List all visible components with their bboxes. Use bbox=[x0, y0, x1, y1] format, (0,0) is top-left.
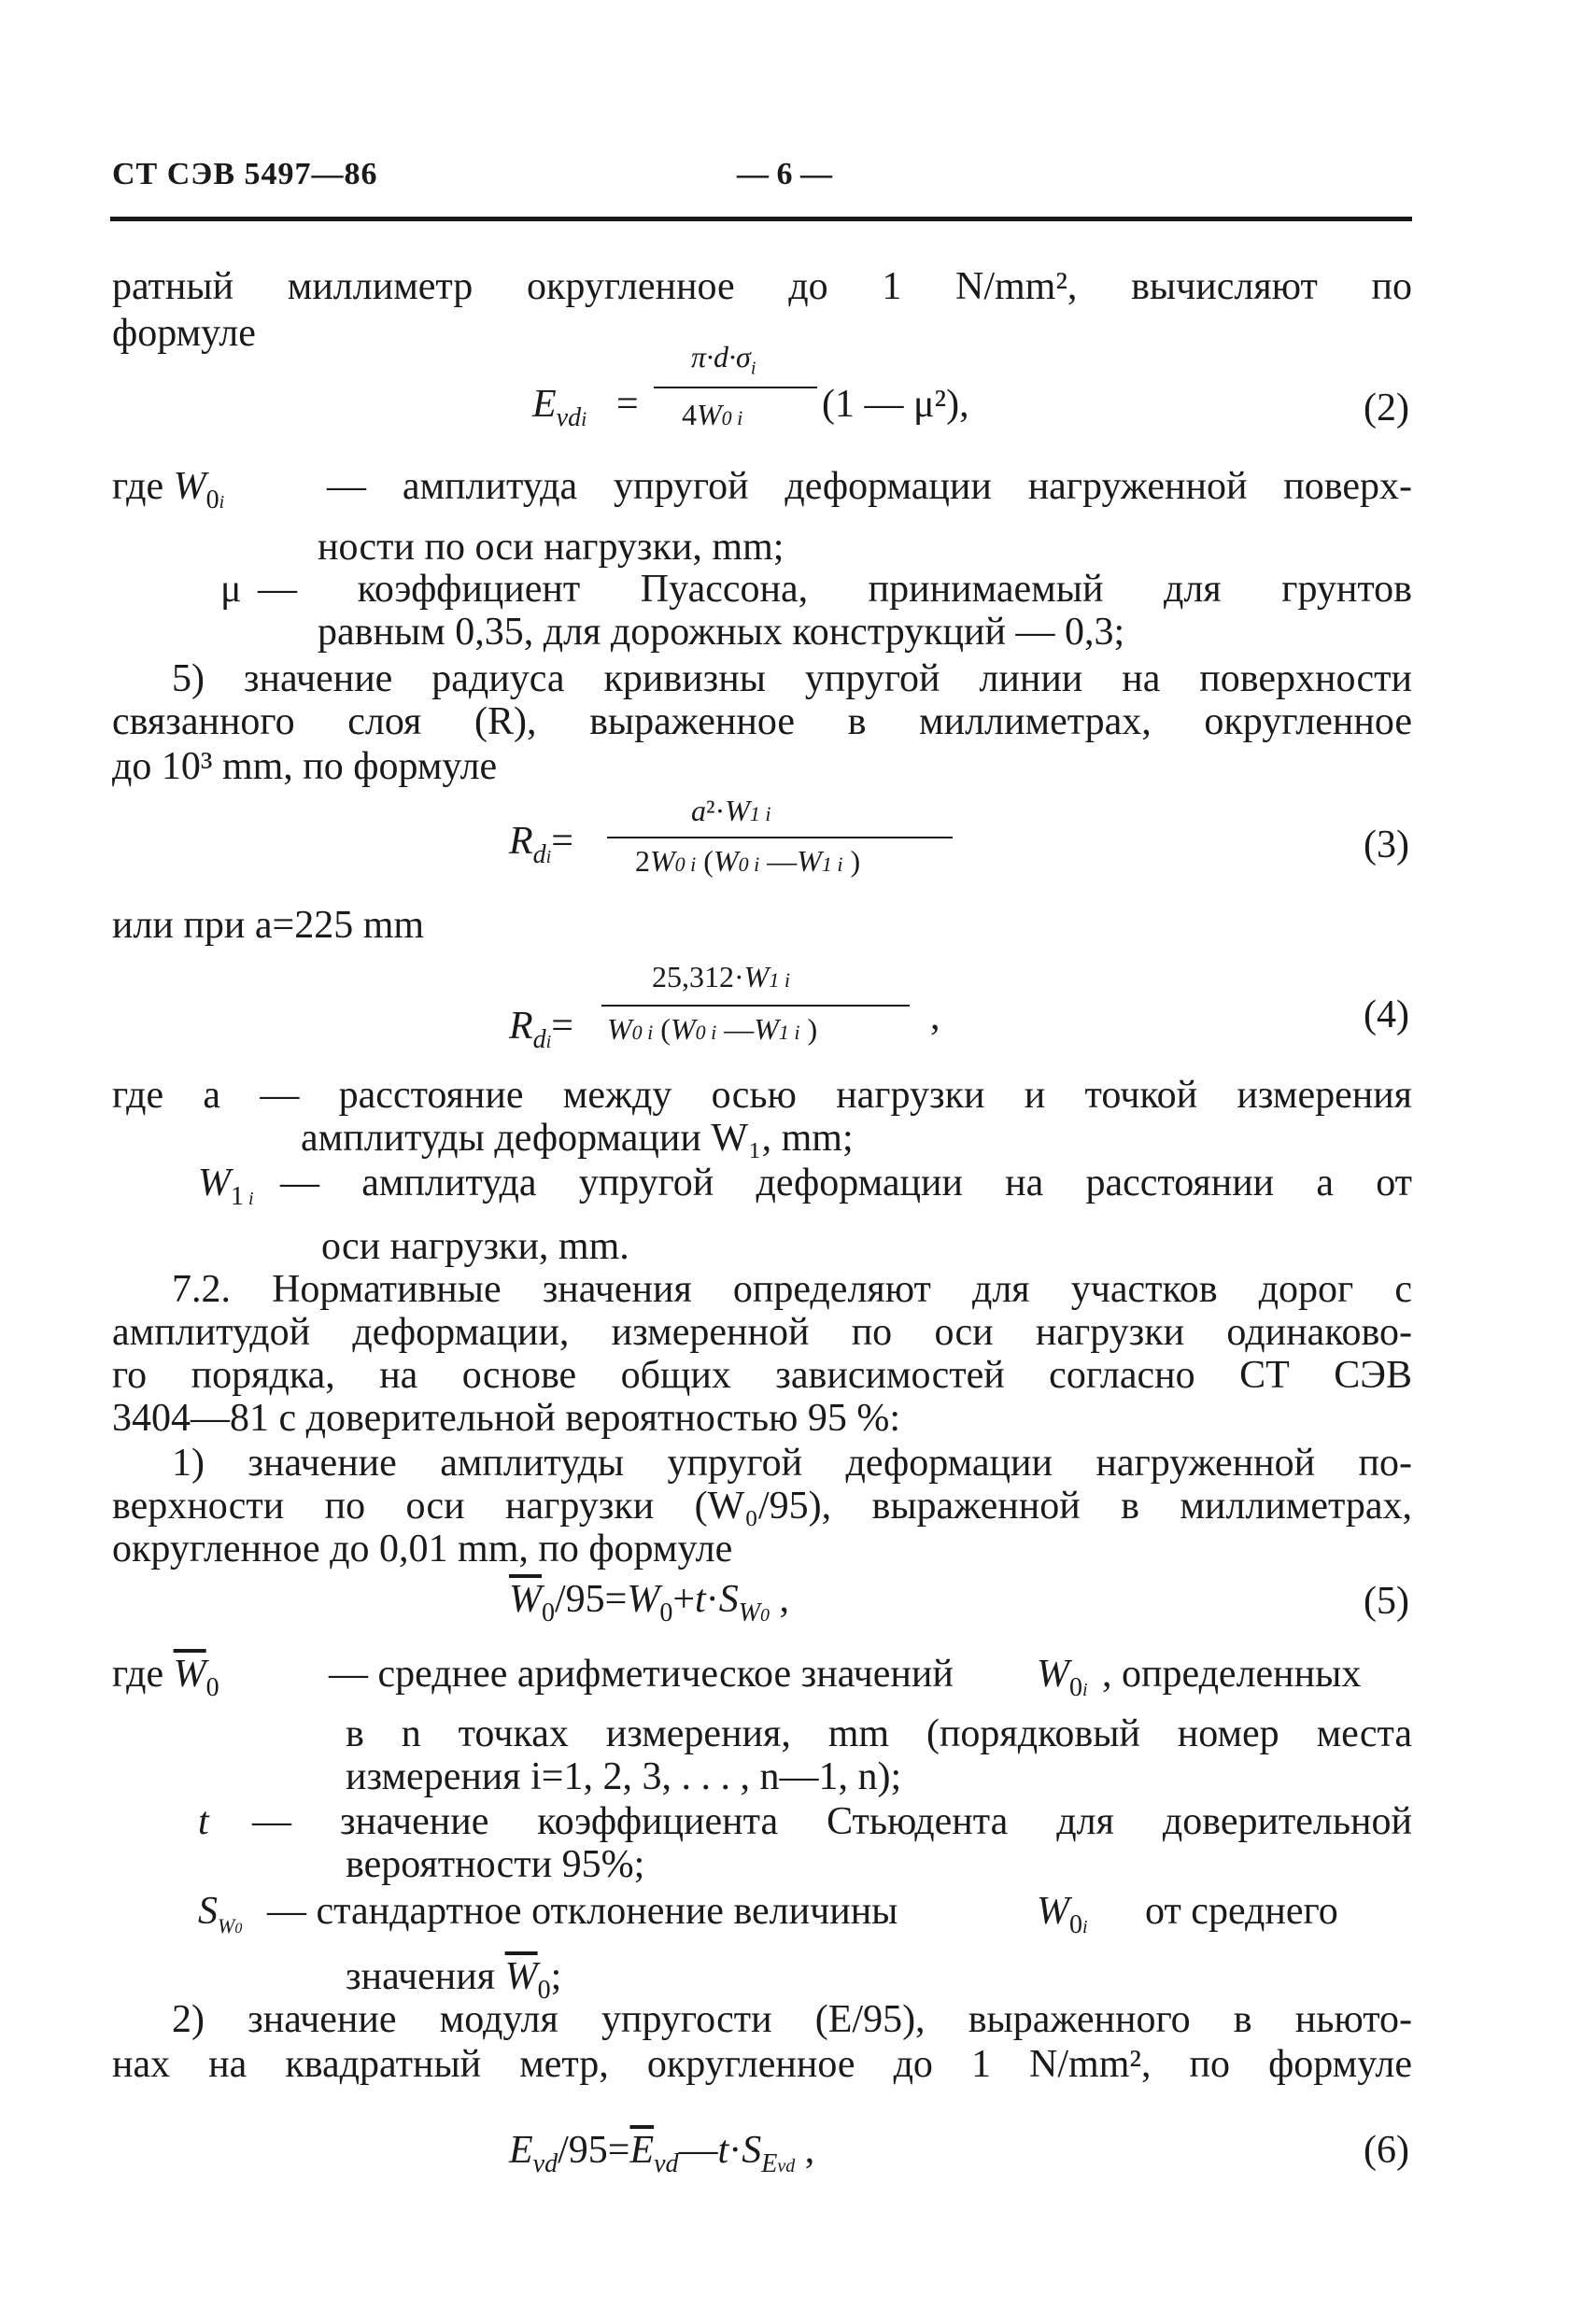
fraction-line bbox=[601, 1005, 910, 1007]
text-line: связанного слоя (R), выраженное в миллиметрах, округленное bbox=[112, 700, 1412, 743]
text-line: $W_{0i}$ bbox=[1037, 1653, 1088, 1702]
text-line: — амплитуда упругой деформации на расстоянии a от bbox=[280, 1162, 1412, 1204]
text-line: значения $\overline{W}_0$; bbox=[346, 1955, 562, 2005]
formula-4-numerator: 25,312·W1 i bbox=[652, 960, 790, 993]
text-line: 1) значение амплитуды упругой деформации нагруженной по- bbox=[172, 1442, 1412, 1485]
text-line: , определенных bbox=[1102, 1653, 1362, 1696]
text-line: измерения i=1, 2, 3, . . . , n—1, n); bbox=[346, 1755, 902, 1798]
formula-2-factor: (1 — μ²), bbox=[822, 383, 969, 426]
formula-4-denominator: W0 i (W0 i —W1 i ) bbox=[607, 1012, 818, 1046]
formula-4-comma: , bbox=[930, 995, 940, 1038]
text-line: 3404—81 с доверительной вероятностью 95 %: bbox=[112, 1397, 901, 1440]
equation-number-4: (4) bbox=[1364, 993, 1409, 1036]
page-number: — 6 — bbox=[737, 157, 832, 191]
formula-4: $R_{di}=$ bbox=[509, 1005, 573, 1054]
text-line: $S_{W0}$ bbox=[198, 1890, 243, 1937]
text-line: го порядка, на основе общих зависимостей согласно СТ СЭВ bbox=[112, 1354, 1412, 1397]
equation-number-5: (5) bbox=[1364, 1580, 1409, 1623]
text-line: в n точках измерения, mm (порядковый номер места bbox=[346, 1712, 1412, 1755]
equation-number-6: (6) bbox=[1364, 2129, 1409, 2172]
text-line: 5) значение радиуса кривизны упругой линии на поверхности bbox=[172, 657, 1412, 700]
header-rule bbox=[110, 217, 1412, 221]
text-line: μ bbox=[220, 568, 242, 611]
formula-5: $\overline{W}_0/95=W_0+t\cdot S_{W0}$ , bbox=[509, 1578, 790, 1627]
equation-number-2: (2) bbox=[1364, 387, 1409, 430]
text-line: ности по оси нагрузки, mm; bbox=[318, 526, 784, 569]
text-line: — амплитуда упругой деформации нагруженной поверх- bbox=[327, 465, 1412, 508]
formula-6: $E_{vd}/95=\overline{E}_{vd}—t\cdot S_{Evd}$ , bbox=[509, 2129, 815, 2178]
text-line: до 10³ mm, по формуле bbox=[112, 745, 498, 788]
formula-2-eq: = bbox=[616, 383, 639, 426]
standard-code: СТ СЭВ 5497—86 bbox=[112, 157, 378, 191]
formula-3-denominator: 2W0 i (W0 i —W1 i ) bbox=[635, 844, 861, 878]
text-line: равным 0,35, для дорожных конструкций — 0,3; bbox=[318, 611, 1125, 654]
text-line: верхности по оси нагрузки (W₀/95), выраженной в миллиметрах, bbox=[112, 1485, 1412, 1528]
text-line: — значение коэффициента Стьюдента для доверительной bbox=[252, 1800, 1412, 1843]
text-line: где $\overline{W}_0$ bbox=[112, 1653, 219, 1702]
text-line: — коэффициент Пуассона, принимаемый для грунтов bbox=[258, 568, 1412, 611]
text-line: t bbox=[198, 1800, 209, 1843]
text-line: оси нагрузки, mm. bbox=[321, 1225, 629, 1268]
text-line: от среднего bbox=[1145, 1890, 1338, 1933]
formula-3-numerator: a²·W1 i bbox=[691, 794, 771, 827]
text-line: 2) значение модуля упругости (E/95), выраженного в ньюто- bbox=[172, 1998, 1412, 2041]
fraction-line bbox=[607, 837, 953, 838]
text-line: $W_{1 i}$ bbox=[198, 1162, 254, 1211]
text-line: вероятности 95%; bbox=[346, 1843, 645, 1886]
text-line: — стандартное отклонение величины bbox=[267, 1890, 898, 1933]
text-line: амплитудой деформации, измеренной по оси нагрузки одинаково- bbox=[112, 1311, 1412, 1354]
equation-number-3: (3) bbox=[1364, 824, 1409, 866]
text-line: округленное до 0,01 mm, по формуле bbox=[112, 1528, 733, 1570]
fraction-line bbox=[654, 387, 817, 388]
formula-2: $E_{vdi}$ bbox=[532, 383, 587, 432]
text-line: нах на квадратный метр, округленное до 1 N/mm², по формуле bbox=[112, 2043, 1412, 2086]
formula-2-numerator: $\pi\cdot d\cdot\sigma_i$ bbox=[691, 340, 756, 379]
text-line: $W_{0i}$ bbox=[1037, 1890, 1088, 1939]
text-line: ратный миллиметр округленное до 1 N/mm², вычисляют по bbox=[112, 265, 1412, 308]
text-line: 7.2. Нормативные значения определяют для участков дорог с bbox=[172, 1268, 1412, 1311]
text-line: где $W_{0i}$ bbox=[112, 465, 225, 514]
formula-2-denominator: 4W0 i bbox=[682, 398, 743, 431]
text-line: — среднее арифметическое значений bbox=[329, 1653, 954, 1696]
text-line: или при a=225 mm bbox=[112, 904, 425, 947]
text-line: амплитуды деформации W₁, mm; bbox=[301, 1117, 854, 1160]
text-line: где a — расстояние между осью нагрузки и точкой измерения bbox=[112, 1074, 1412, 1117]
text-line: формуле bbox=[112, 312, 256, 355]
formula-3: $R_{di}=$ bbox=[509, 820, 573, 869]
